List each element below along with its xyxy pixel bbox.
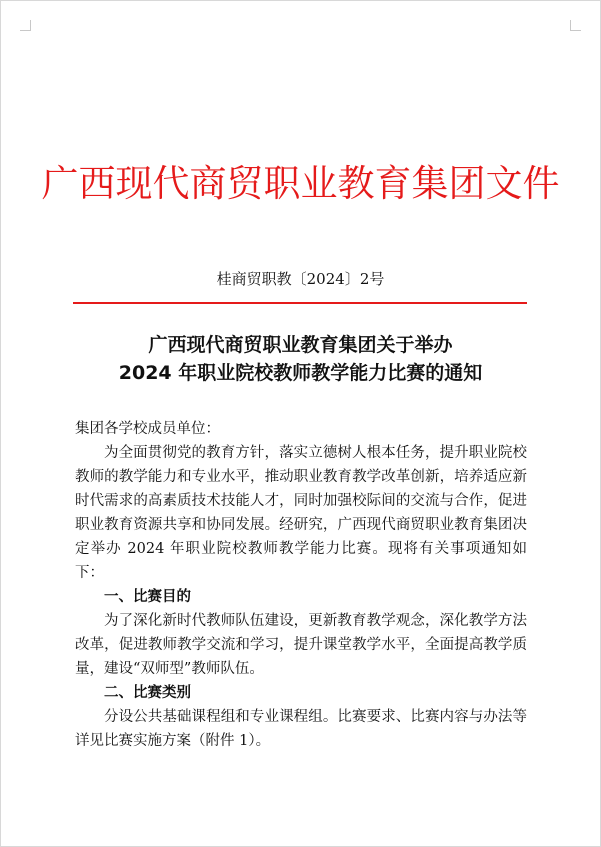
notice-title	[0, 331, 601, 387]
document-header-title: 广西现代商贸职业教育集团文件	[41, 162, 560, 205]
section-heading-categories: 二、比赛类别	[104, 685, 191, 701]
notice-title-line-1: 广西现代商贸职业教育集团关于举办	[148, 334, 453, 356]
crop-mark-top-left	[20, 20, 31, 31]
section-categories-text: 分设公共基础课程组和专业课程组。比赛要求、比赛内容与办法等详见比赛实施方案（附件 1）。	[75, 709, 527, 749]
crop-mark-top-right	[570, 20, 581, 31]
salutation: 集团各学校成员单位：	[75, 421, 220, 437]
document-body	[75, 417, 527, 753]
intro-paragraph: 为全面贯彻党的教育方针，落实立德树人根本任务，提升职业院校教师的教学能力和专业水平，推动职业教育教学改革创新，培养适应新时代需求的高素质技术技能人才，同时加强校际间的交流与合作，促进职业教育资源共享和协同发展。经研究，广西现代商贸职业教育集团决定举办 2024 年职业院校教师教学能力比赛。现将有关事项通知如下：	[75, 445, 527, 581]
section-purpose-text: 为了深化新时代教师队伍建设，更新教育教学观念，深化教学方法改革，促进教师教学交流和学习，提升课堂教学水平，全面提高教学质量，建设“双师型”教师队伍。	[75, 613, 527, 677]
red-divider-line	[73, 302, 527, 304]
notice-title-line-2: 2024 年职业院校教师教学能力比赛的通知	[118, 362, 483, 384]
document-number: 桂商贸职教〔2024〕2号	[216, 270, 385, 288]
section-heading-purpose: 一、比赛目的	[104, 589, 191, 605]
